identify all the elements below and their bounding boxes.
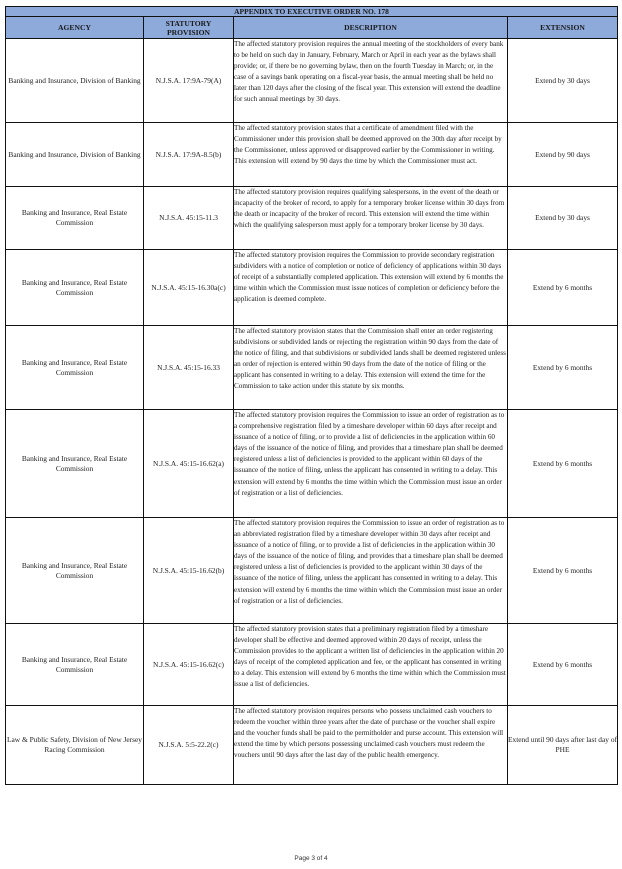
page-number: Page 3 of 4: [294, 855, 328, 862]
extension-cell: Extend by 30 days: [508, 187, 618, 250]
extension-cell: Extend until 90 days after last day of PHE: [508, 706, 618, 785]
agency-cell: Banking and Insurance, Division of Banking: [6, 123, 144, 187]
agency-cell: Law & Public Safety, Division of New Jersey Racing Commission: [6, 706, 144, 785]
agency-cell: Banking and Insurance, Real Estate Commission: [6, 518, 144, 624]
provision-cell: N.J.S.A. 5:5-22.2(c): [144, 706, 234, 785]
extension-cell: Extend by 6 months: [508, 518, 618, 624]
table-row: [6, 326, 618, 410]
table-row: [6, 123, 618, 187]
document-title: APPENDIX TO EXECUTIVE ORDER NO. 178: [6, 7, 618, 17]
description-cell: The affected statutory provision states that a certificate of amendment filed with the Commissioner under this provision shall be deemed approved on the 30th day after receipt by the Commissioner, unless approved or disapproved earlier by the Commissioner in writing. This extension will extend by 90 days the time by which the Commissioner must act.: [234, 123, 508, 187]
agency-cell: Banking and Insurance, Real Estate Commission: [6, 187, 144, 250]
provision-cell: N.J.S.A. 17:9A-8.5(b): [144, 123, 234, 187]
extension-cell: Extend by 30 days: [508, 39, 618, 123]
title-row: [6, 7, 618, 17]
table-row: [6, 706, 618, 785]
table-row: [6, 410, 618, 518]
provision-cell: N.J.S.A. 45:15-16.33: [144, 326, 234, 410]
agency-cell: Banking and Insurance, Real Estate Commission: [6, 624, 144, 706]
description-cell: The affected statutory provision requires the Commission to issue an order of registration as to an abbreviated registration filed by a timeshare developer within 30 days after receipt and issuance of a notice of filing, or to provide a list of deficiencies in the application within 30 days of the issuance of the notice of filing, and provides that a timeshare plan shall be deemed registered unless a list of deficiencies is provided to the applicant within 30 days of the issuance of the notice of filing, unless the applicant has consented in writing to a delay. This extension will extend by 6 months the time within which the Commission must issue an order of registration or a list of deficiencies.: [234, 518, 508, 624]
description-cell: The affected statutory provision requires qualifying salespersons, in the event of the death or incapacity of the broker of record, to apply for a temporary broker license within 30 days from the death or incapacity of the broker of record. This extension will extend the time within which the qualifying salesperson must apply for a temporary broker license by 30 days.: [234, 187, 508, 250]
extension-cell: Extend by 6 months: [508, 624, 618, 706]
provision-cell: N.J.S.A. 45:15-16.30a(c): [144, 250, 234, 326]
table-row: [6, 250, 618, 326]
agency-cell: Banking and Insurance, Real Estate Commission: [6, 410, 144, 518]
column-header-extension: EXTENSION: [508, 17, 618, 39]
agency-cell: Banking and Insurance, Real Estate Commission: [6, 250, 144, 326]
extension-cell: Extend by 6 months: [508, 326, 618, 410]
description-cell: The affected statutory provision requires the annual meeting of the stockholders of every bank to be held on such day in January, February, March or April in each year as the bylaws shall provide; or, if there be no governing bylaw, then on the fourth Tuesday in March; or, in the case of a savings bank operating on a fiscal-year basis, the annual meeting shall be held no later than 120 days after the closing of the fiscal year. This extension will extend the deadline for such annual meetings by 30 days.: [234, 39, 508, 123]
agency-cell: Banking and Insurance, Real Estate Commission: [6, 326, 144, 410]
column-header-provision: STATUTORY PROVISION: [144, 17, 234, 39]
extension-cell: Extend by 6 months: [508, 410, 618, 518]
column-header-row: [6, 17, 618, 39]
agency-cell: Banking and Insurance, Division of Banking: [6, 39, 144, 123]
table-row: [6, 518, 618, 624]
provision-cell: N.J.S.A. 45:15-16.62(a): [144, 410, 234, 518]
description-cell: The affected statutory provision states that the Commission shall enter an order registering subdivisions or subdivided lands or rejecting the registration within 90 days from the date of the notice of filing, and that subdivisions or subdivided lands shall be deemed registered unless an order of rejection is entered within 90 days from the date of the notice of filing or the applicant has consented in writing to a delay. This extension will extend the time for the Commission to take action under this statute by six months.: [234, 326, 508, 410]
extension-cell: Extend by 6 months: [508, 250, 618, 326]
extension-cell: Extend by 90 days: [508, 123, 618, 187]
description-cell: The affected statutory provision states that a preliminary registration filed by a timeshare developer shall be effective and deemed approved within 20 days of receipt, unless the Commission provides to the applicant a written list of deficiencies in the application within 20 days of receipt of the completed application and fee, or the applicant has consented in writing to a delay. This extension will extend by 6 months the time within which the Commission must issue a list of deficiencies.: [234, 624, 508, 706]
column-header-description: DESCRIPTION: [234, 17, 508, 39]
provision-cell: N.J.S.A. 45:15-11.3: [144, 187, 234, 250]
table-row: [6, 624, 618, 706]
description-cell: The affected statutory provision requires persons who possess unclaimed cash vouchers to redeem the voucher within three years after the date of purchase or the voucher shall expire and the voucher funds shall be paid to the permitholder and purse account. This extension will extend the time by which persons possessing unclaimed cash vouchers must redeem the vouchers until 90 days after the last day of the public health emergency.: [234, 706, 508, 785]
appendix-table: [5, 6, 618, 785]
description-cell: The affected statutory provision requires the Commission to provide secondary registration subdividers with a notice of completion or notice of deficiency of applications within 30 days of receipt of a substantially completed application. This extension will extend by 6 months the time within which the Commission must issue notices of completion or deficiency before the application is deemed complete.: [234, 250, 508, 326]
description-cell: The affected statutory provision requires the Commission to issue an order of registration as to a comprehensive registration filed by a timeshare developer within 60 days after receipt and issuance of a notice of filing, or to provide a list of deficiencies in the application within 60 days of the issuance of the notice of filing, and provides that a timeshare plan shall be deemed registered unless a list of deficiencies is provided to the applicant within 60 days of the issuance of the notice of filing, unless the applicant has consented in writing to a delay. This extension will extend by 6 months the time within which the Commission must issue an order of registration or a list of deficiencies.: [234, 410, 508, 518]
table-row: [6, 39, 618, 123]
column-header-agency: AGENCY: [6, 17, 144, 39]
provision-cell: N.J.S.A. 17:9A-79(A): [144, 39, 234, 123]
provision-cell: N.J.S.A. 45:15-16.62(b): [144, 518, 234, 624]
table-row: [6, 187, 618, 250]
provision-cell: N.J.S.A. 45:15-16.62(c): [144, 624, 234, 706]
